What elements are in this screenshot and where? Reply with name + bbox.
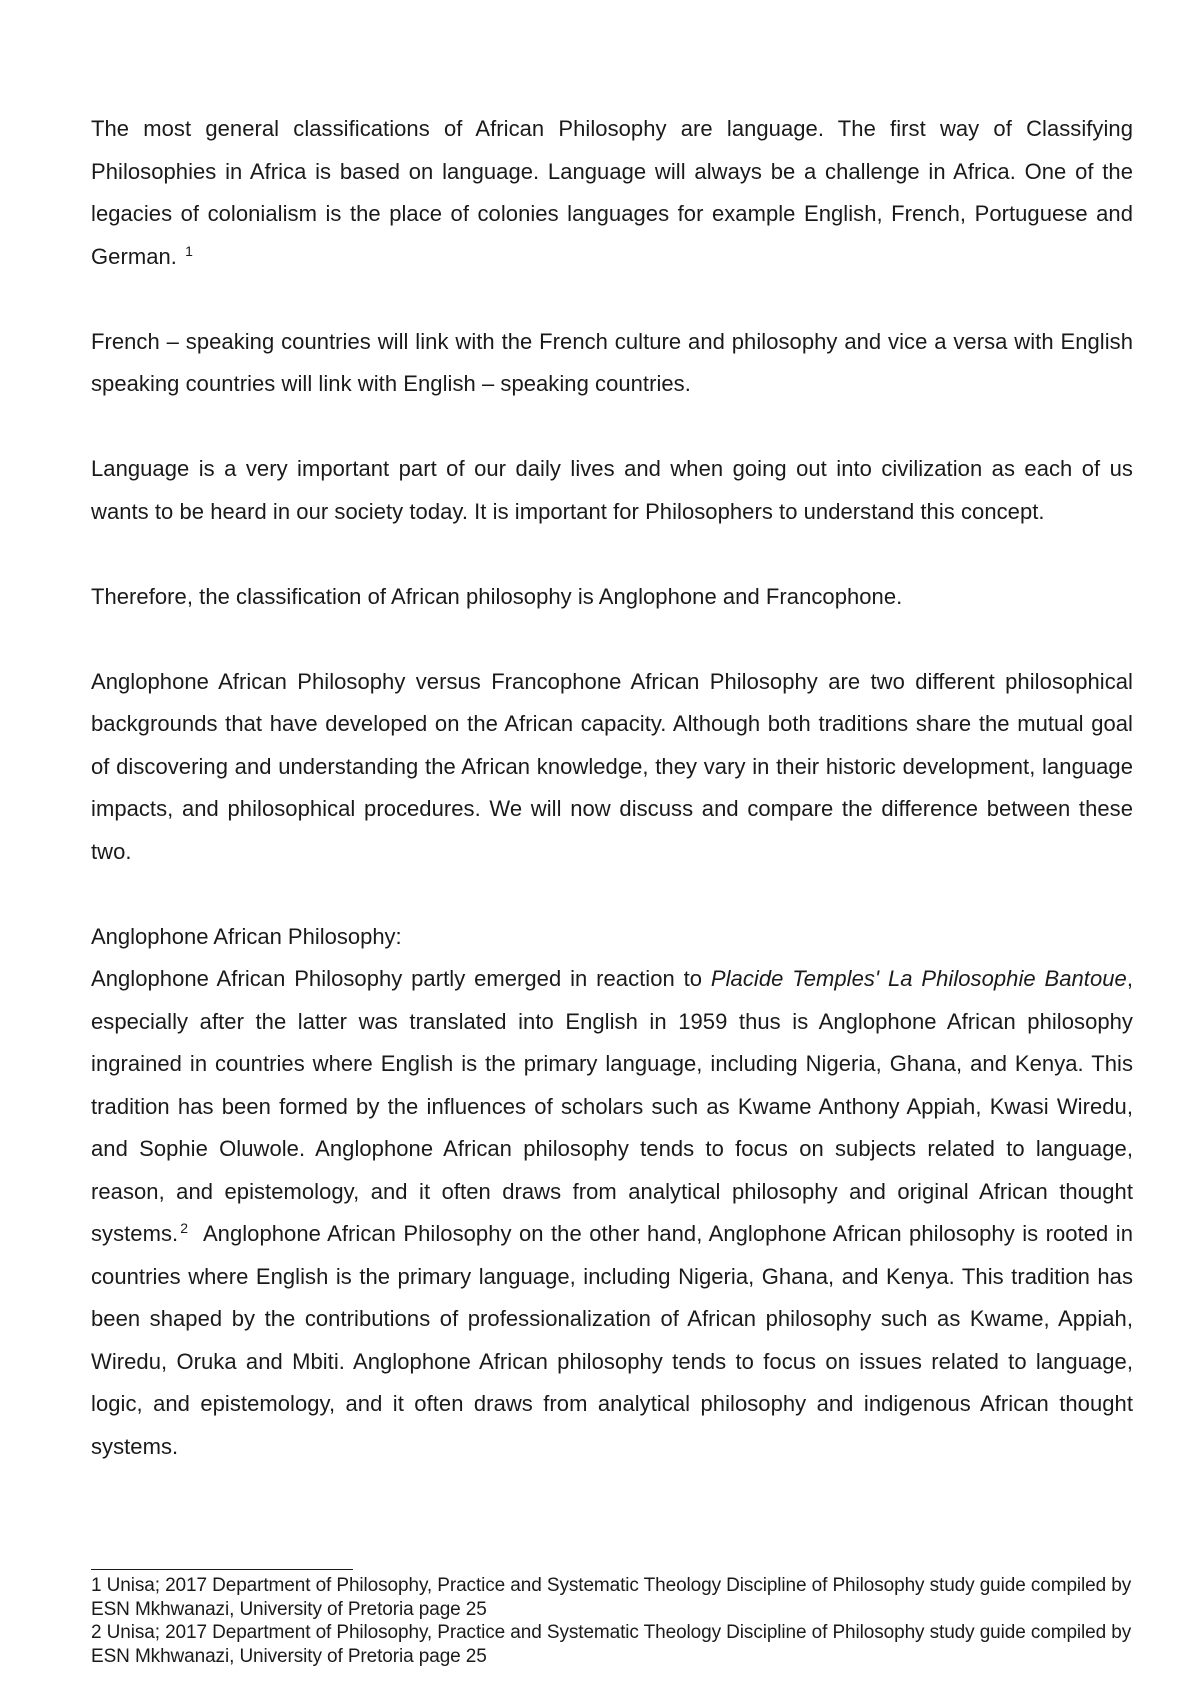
paragraph-language-importance: Language is a very important part of our daily lives and when going out into civilization as each of us wants to be heard in our society today. It is important for Philosophers to understand this concept. bbox=[91, 456, 1133, 524]
paragraph-text: The most general classifications of African Philosophy are language. The first way of Classifying Philosophies in Africa is based on language. Language will always be a challenge in Africa. One of the legacies of colonialism is the place of colonies languages for example English, French, Portuguese and German. bbox=[91, 116, 1133, 269]
section-heading-anglophone: Anglophone African Philosophy: bbox=[91, 923, 402, 949]
footnote-1: 1 Unisa; 2017 Department of Philosophy, Practice and Systematic Theology Discipline of Philosophy study guide compiled by ESN Mkhwanazi, University of Pretoria page 25 bbox=[91, 1575, 1132, 1620]
paragraph-text-part2: , especially after the latter was translated into English in 1959 thus is Anglophone African philosophy ingrained in countries where English is the primary language, including Nigeria, Ghana, and Kenya. This tradition has been formed by the influences of scholars such as Kwame Anthony Appiah, Kwasi Wiredu, and Sophie Oluwole. Anglophone African philosophy tends to focus on subjects related to language, reason, and epistemology, and it often draws from analytical philosophy and original African thought systems. bbox=[91, 966, 1133, 1246]
paragraph-text-part3: Anglophone African Philosophy on the other hand, Anglophone African philosophy is rooted in countries where English is the primary language, including Nigeria, Ghana, and Kenya. This tradition has been shaped by the contributions of professionalization of African philosophy such as Kwame, Appiah, Wiredu, Oruka and Mbiti. Anglophone African philosophy tends to focus on issues related to language, logic, and epistemology, and it often draws from analytical philosophy and indigenous African thought systems. bbox=[91, 1221, 1134, 1459]
document-body bbox=[91, 108, 1133, 1468]
paragraph-comparison-intro: Anglophone African Philosophy versus Francophone African Philosophy are two different philosophical backgrounds that have developed on the African capacity. Although both traditions share the mutual goal of discovering and understanding the African knowledge, they vary in their historic development, language impacts, and philosophical procedures. We will now discuss and compare the difference between these two. bbox=[91, 668, 1133, 864]
footnote-2: 2 Unisa; 2017 Department of Philosophy, Practice and Systematic Theology Discipline of Philosophy study guide compiled by ESN Mkhwanazi, University of Pretoria page 25 bbox=[91, 1622, 1132, 1667]
paragraph-french-speaking: French – speaking countries will link with the French culture and philosophy and vice a versa with English speaking countries will link with English – speaking countries. bbox=[91, 328, 1133, 396]
paragraph-classification-conclusion: Therefore, the classification of African philosophy is Anglophone and Francophone. bbox=[91, 583, 903, 609]
paragraph-language-classification bbox=[91, 108, 1133, 278]
paragraph-anglophone-philosophy bbox=[91, 958, 1133, 1468]
footnote-reference-1: 1 bbox=[185, 242, 193, 259]
footnotes-section bbox=[91, 1574, 1133, 1668]
paragraph-text-part1: Anglophone African Philosophy partly emerged in reaction to bbox=[91, 966, 703, 991]
footnote-reference-2: 2 bbox=[180, 1220, 189, 1236]
book-title-italic: Placide Temples' La Philosophie Bantoue bbox=[710, 966, 1127, 991]
footnote-separator bbox=[91, 1569, 353, 1570]
